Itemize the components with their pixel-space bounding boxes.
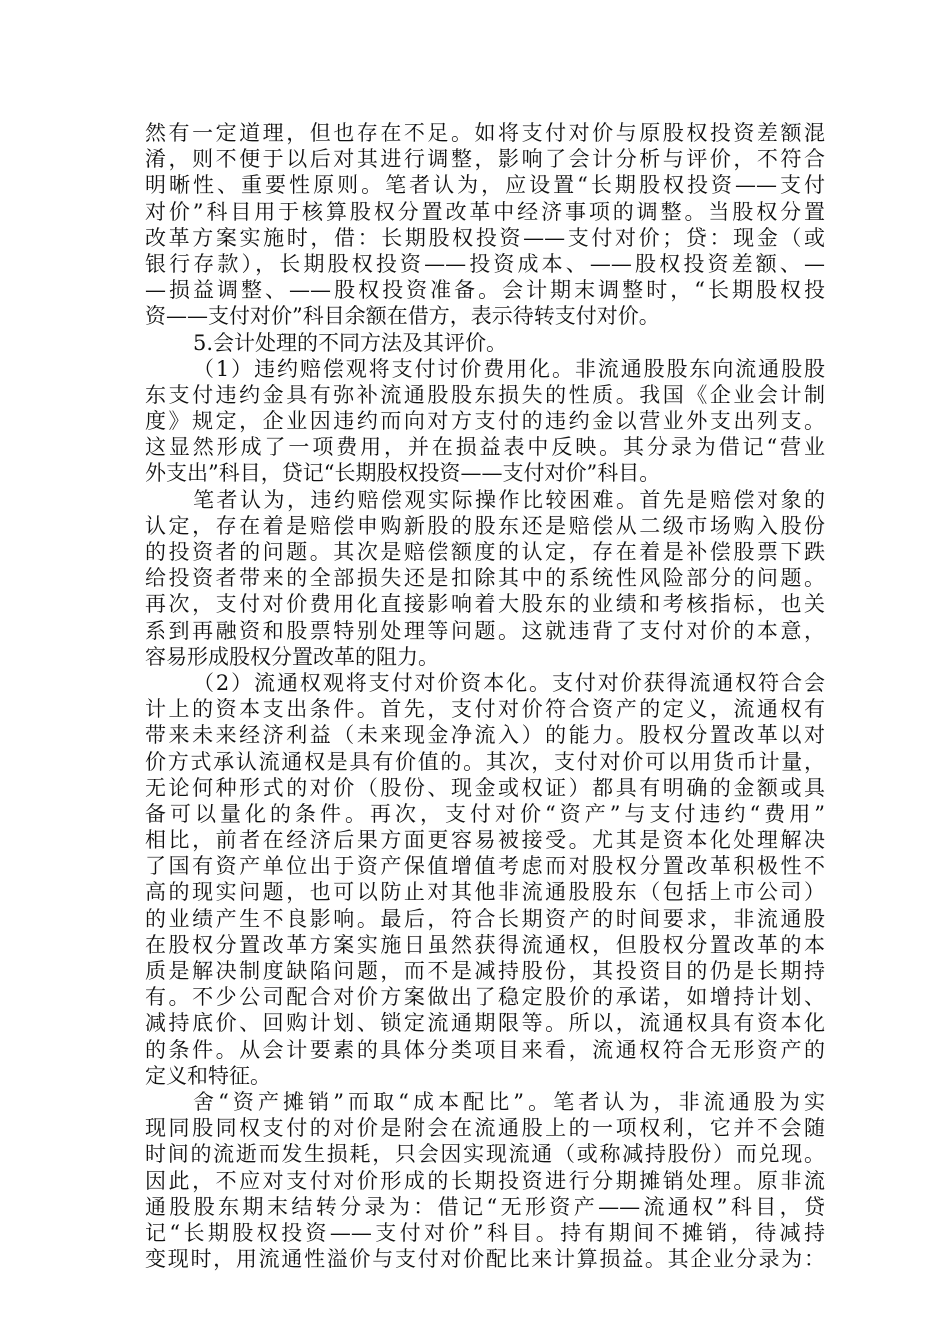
- text-line: 改革方案实施时，借：长期股权投资——支付对价；贷：现金（或: [145, 225, 825, 250]
- text-line: 计上的资本支出条件。首先，支付对价符合资产的定义，流通权有: [145, 697, 825, 722]
- text-line: 因此，不应对支付对价形成的长期投资进行分期摊销处理。原非流: [145, 1168, 825, 1193]
- text-line: 现同股同权支付的对价是附会在流通股上的一项权利，它并不会随: [145, 1116, 825, 1141]
- text-line: 这显然形成了一项费用，并在损益表中反映。其分录为借记“营业: [145, 435, 825, 460]
- paragraph: [145, 1089, 825, 1272]
- text-line: 了国有资产单位出于资产保值增值考虑而对股权分置改革积极性不: [145, 854, 825, 879]
- text-line: 再次，支付对价费用化直接影响着大股东的业绩和考核指标，也关: [145, 592, 825, 617]
- text-line: 对价”科目用于核算股权分置改革中经济事项的调整。当股权分置: [145, 199, 825, 224]
- text-line: 在股权分置改革方案实施日虽然获得流通权，但股权分置改革的本: [145, 932, 825, 957]
- text-line: 5.会计处理的不同方法及其评价。: [193, 330, 508, 355]
- text-line: 减持底价、回购计划、锁定流通期限等。所以，流通权具有资本化: [145, 1011, 825, 1036]
- text-line: 价方式承认流通权是具有价值的。其次，支付对价可以用货币计量，: [145, 749, 825, 774]
- text-line: （1）违约赔偿观将支付讨价费用化。非流通股股东向流通股股: [193, 356, 825, 381]
- paragraph: [145, 487, 825, 670]
- text-line: 外支出”科目，贷记“长期股权投资——支付对价”科目。: [145, 461, 661, 486]
- text-line: —损益调整、——股权投资准备。会计期末调整时，“长期股权投: [145, 278, 825, 303]
- paragraph: [145, 356, 825, 487]
- text-line: 高的现实问题，也可以防止对其他非流通股股东（包括上市公司）: [145, 880, 825, 905]
- text-line: 带来未来经济利益（未来现金净流入）的能力。股权分置改革以对: [145, 723, 825, 748]
- text-line: 度》规定，企业因违约而向对方支付的违约金以营业外支出列支。: [145, 409, 825, 434]
- text-line: 资——支付对价”科目余额在借方，表示待转支付对价。: [145, 304, 660, 329]
- text-line: 认定，存在着是赔偿申购新股的股东还是赔偿从二级市场购入股份: [145, 513, 825, 538]
- text-line: 东支付违约金具有弥补流通股股东损失的性质。我国《企业会计制: [145, 382, 825, 407]
- text-line: 淆，则不便于以后对其进行调整，影响了会计分析与评价，不符合: [145, 147, 825, 172]
- paragraph: [145, 120, 825, 330]
- text-line: （2）流通权观将支付对价资本化。支付对价获得流通权符合会: [193, 670, 825, 695]
- text-line: 变现时，用流通性溢价与支付对价配比来计算损益。其企业分录为：: [145, 1247, 825, 1272]
- text-line: 备可以量化的条件。再次，支付对价“资产”与支付违约“费用”: [145, 801, 825, 826]
- text-line: 明晰性、重要性原则。笔者认为，应设置“长期股权投资——支付: [145, 173, 825, 198]
- text-line: 系到再融资和股票特别处理等问题。这就违背了支付对价的本意，: [145, 618, 825, 643]
- text-line: 时间的流逝而发生损耗，只会因实现流通（或称减持股份）而兑现。: [145, 1142, 825, 1167]
- text-line: 相比，前者在经济后果方面更容易被接受。尤其是资本化处理解决: [145, 828, 825, 853]
- text-line: 舍“资产摊销”而取“成本配比”。笔者认为，非流通股为实: [193, 1089, 825, 1114]
- text-line: 通股股东期末结转分录为：借记“无形资产——流通权”科目，贷: [145, 1194, 825, 1219]
- text-line: 给投资者带来的全部损失还是扣除其中的系统性风险部分的问题。: [145, 566, 825, 591]
- text-line: 定义和特征。: [145, 1063, 271, 1088]
- text-line: 质是解决制度缺陷问题，而不是减持股份，其投资目的仍是长期持: [145, 959, 825, 983]
- text-line: 容易形成股权分置改革的阻力。: [145, 644, 439, 669]
- text-line: 无论何种形式的对价（股份、现金或权证）都具有明确的金额或具: [145, 775, 825, 800]
- text-line: 的业绩产生不良影响。最后，符合长期资产的时间要求，非流通股: [145, 906, 825, 931]
- paragraph: [145, 670, 825, 1089]
- text-line: 的投资者的问题。其次是赔偿额度的认定，存在着是补偿股票下跌: [145, 540, 825, 564]
- text-line: 记“长期股权投资——支付对价”科目。持有期间不摊销，待减持: [145, 1220, 825, 1245]
- paragraph: [145, 330, 825, 356]
- text-line: 然有一定道理，但也存在不足。如将支付对价与原股权投资差额混: [145, 121, 825, 145]
- text-line: 银行存款），长期股权投资——投资成本、——股权投资差额、—: [145, 251, 825, 276]
- text-line: 的条件。从会计要素的具体分类项目来看，流通权符合无形资产的: [145, 1037, 825, 1062]
- text-line: 有。不少公司配合对价方案做出了稳定股价的承诺，如增持计划、: [145, 985, 825, 1010]
- text-line: 笔者认为，违约赔偿观实际操作比较困难。首先是赔偿对象的: [193, 487, 825, 512]
- body-text: [145, 120, 825, 1272]
